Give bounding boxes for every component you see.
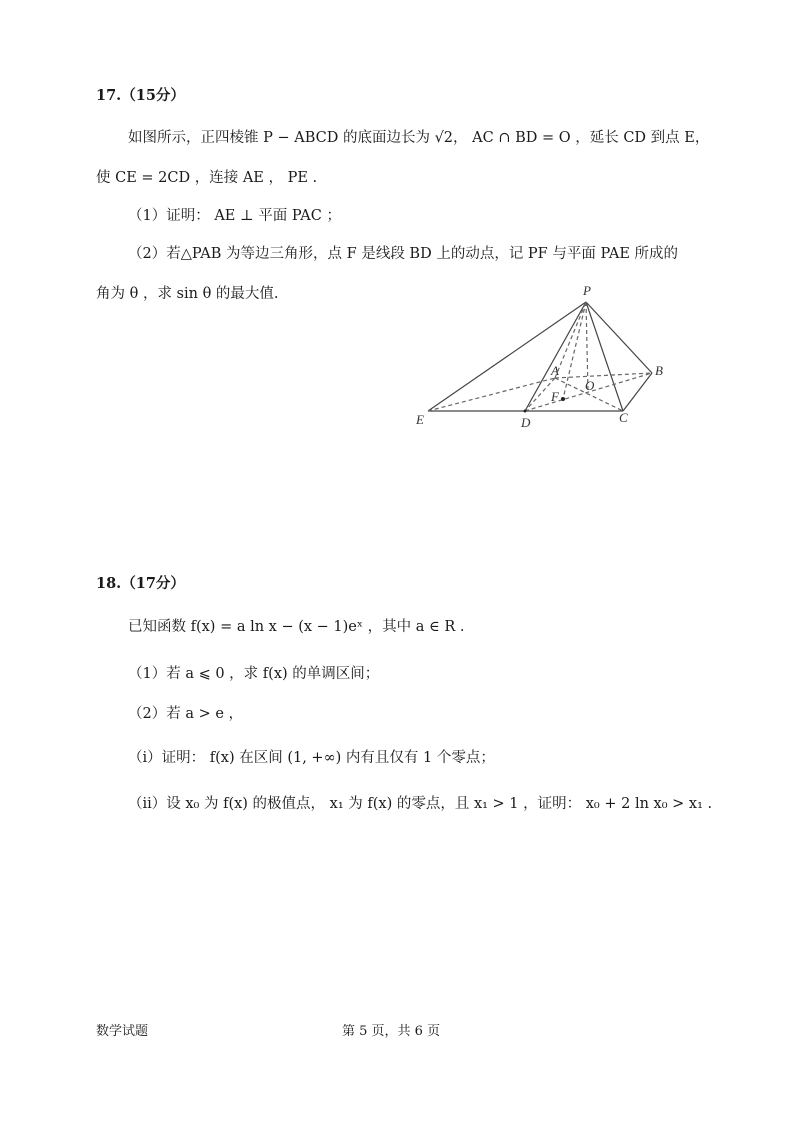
label-P: P: [583, 283, 591, 298]
label-A: A: [551, 363, 559, 378]
problem-17-part-2-line-2: 角为 θ ，求 sin θ 的最大值.: [96, 286, 279, 302]
edge-PE: [428, 302, 586, 411]
label-F: F: [551, 389, 559, 404]
problem-18-part-1: （1）若 a ⩽ 0 ，求 f(x) 的单调区间；: [128, 666, 380, 682]
problem-18-heading: 18.（17分）: [96, 575, 185, 592]
edge-AE-hidden: [428, 378, 555, 411]
problem-17-stem-line-1: 如图所示，正四棱锥 P − ABCD 的底面边长为 √2， AC ∩ BD = O ，延长 CD 到点 E，: [128, 130, 710, 146]
problem-17-part-1: （1）证明： AE ⊥ 平面 PAC ；: [128, 208, 341, 224]
label-B: B: [655, 363, 663, 378]
problem-18-part-2-ii: （ii）设 x₀ 为 f(x) 的极值点， x₁ 为 f(x) 的零点，且 x₁ > 1 ，证明： x₀ + 2 ln x₀ > x₁ .: [128, 796, 713, 812]
footer-page-number: 第 5 页，共 6 页: [342, 1024, 441, 1039]
problem-17-heading: 17.（15分）: [96, 87, 185, 104]
problem-18-part-2-i: （i）证明： f(x) 在区间 (1, +∞) 内有且仅有 1 个零点；: [128, 750, 495, 766]
label-E: E: [416, 412, 424, 427]
edge-PC: [586, 302, 623, 411]
problem-17-part-2-line-1: （2）若△PAB 为等边三角形，点 F 是线段 BD 上的动点，记 PF 与平面 PAE 所成的: [128, 246, 679, 262]
point-D-dot: [524, 410, 527, 413]
label-C: C: [619, 410, 628, 425]
edge-PB: [586, 302, 652, 373]
edge-CB: [623, 373, 652, 411]
footer-subject: 数学试题: [96, 1024, 149, 1039]
label-D: D: [521, 415, 531, 430]
label-O: O: [585, 378, 595, 393]
pyramid-figure: [405, 278, 685, 433]
point-F-dot: [561, 397, 565, 401]
problem-18-part-2: （2）若 a > e ，: [128, 706, 244, 722]
problem-17-stem-line-2: 使 CE = 2CD ，连接 AE ， PE .: [96, 170, 318, 186]
problem-18-stem: 已知函数 f(x) = a ln x − (x − 1)eˣ ，其中 a ∈ R .: [128, 619, 465, 635]
